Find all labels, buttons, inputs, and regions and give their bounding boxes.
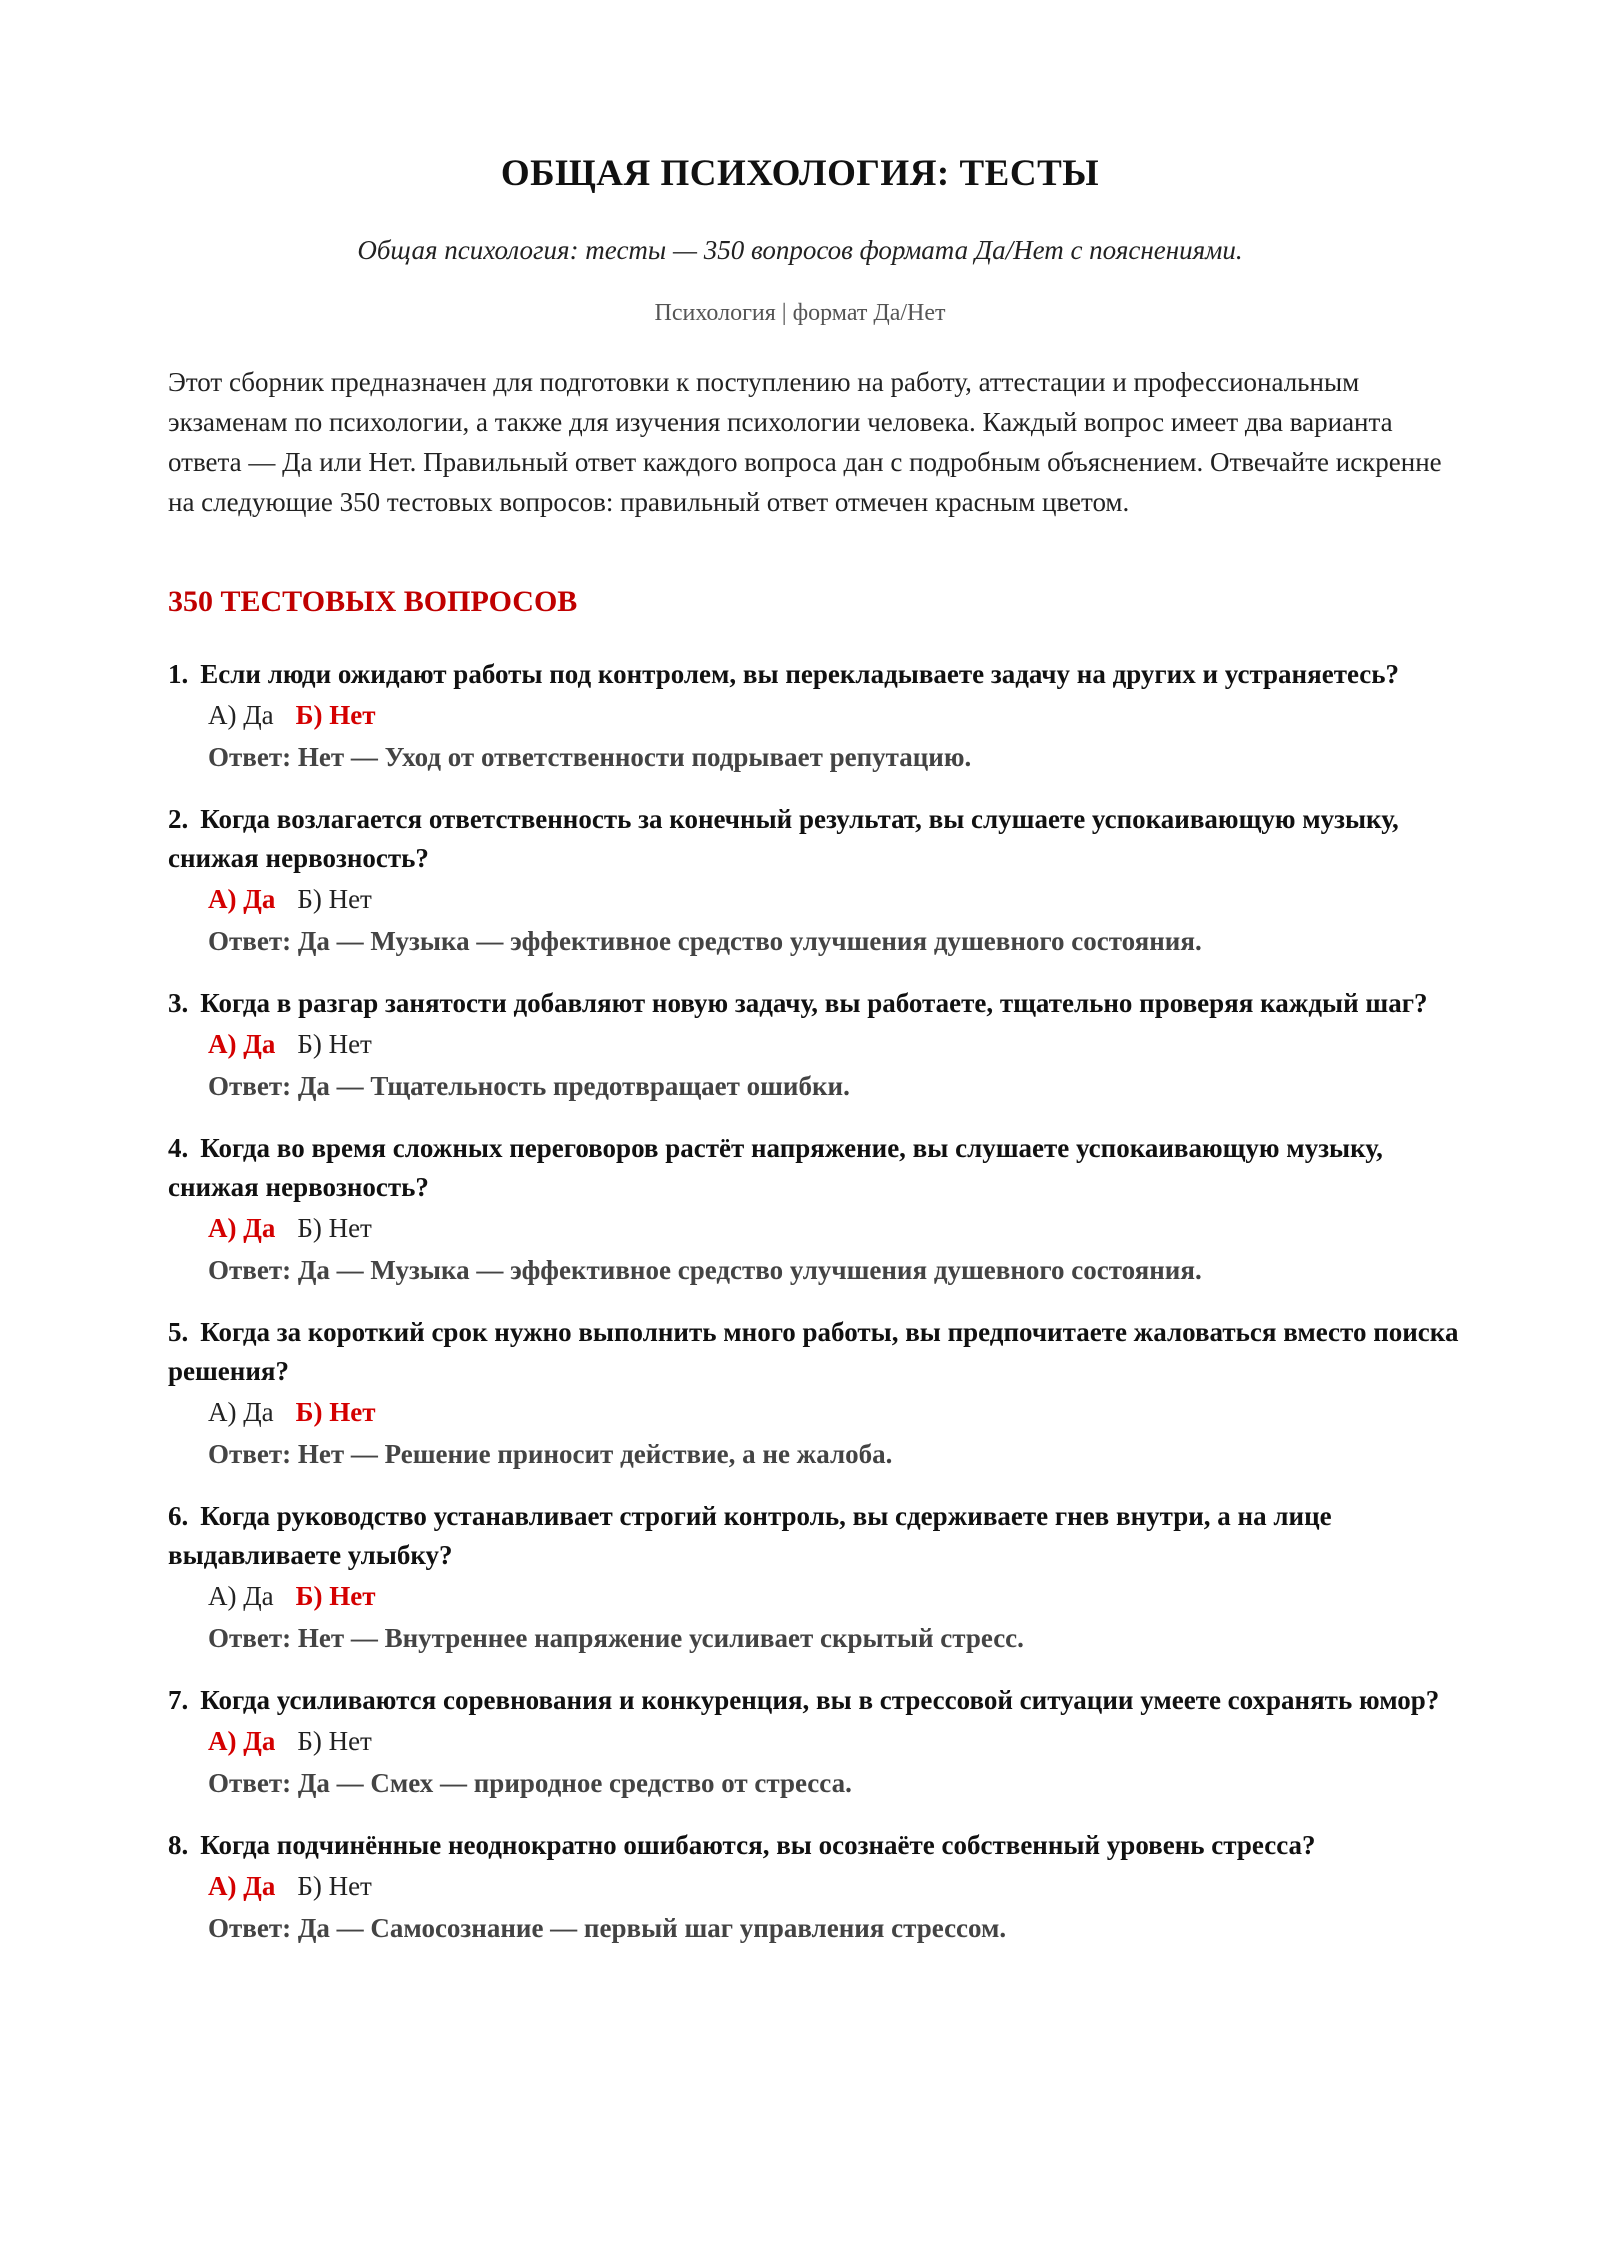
question-item [168, 1129, 1468, 1291]
answer-explanation: Ответ: Да — Музыка — эффективное средство улучшения душевного состояния. [208, 1255, 1202, 1285]
answer-explanation: Ответ: Да — Музыка — эффективное средство улучшения душевного состояния. [208, 926, 1202, 956]
option-b: Б) Нет [297, 1726, 372, 1756]
question-number: 1. [168, 659, 189, 689]
option-b: Б) Нет [297, 1871, 372, 1901]
question-number: 6. [168, 1501, 189, 1531]
question-list [168, 655, 1468, 1971]
option-b: Б) Нет [295, 700, 376, 730]
question-text [168, 984, 1468, 1023]
answer-explanation: Ответ: Нет — Уход от ответственности подрывает репутацию. [208, 742, 972, 772]
answer-explanation: Ответ: Нет — Решение приносит действие, а не жалоба. [208, 1439, 893, 1469]
option-a: А) Да [208, 1029, 276, 1059]
option-a: А) Да [208, 1871, 276, 1901]
answer-options [208, 1023, 1468, 1065]
question-number: 5. [168, 1317, 189, 1347]
option-b: Б) Нет [295, 1397, 376, 1427]
answer-options [208, 1720, 1468, 1762]
question-number: 7. [168, 1685, 189, 1715]
question-number: 4. [168, 1133, 189, 1163]
question-body: Когда возлагается ответственность за конечный результат, вы слушаете успокаивающую музыку, снижая нервозность? [168, 804, 1399, 873]
question-text [168, 1313, 1468, 1391]
question-text [168, 1826, 1468, 1865]
answer-options [208, 694, 1468, 736]
answer-explanation: Ответ: Нет — Внутреннее напряжение усиливает скрытый стресс. [208, 1623, 1024, 1653]
question-body: Когда во время сложных переговоров растёт напряжение, вы слушаете успокаивающую музыку, снижая нервозность? [168, 1133, 1383, 1202]
question-number: 2. [168, 804, 189, 834]
answer-options [208, 1865, 1468, 1907]
question-text [168, 1681, 1468, 1720]
category-line: Психология | формат Да/Нет [654, 300, 946, 326]
question-body: Когда подчинённые неоднократно ошибаются, вы осознаёте собственный уровень стресса? [200, 1830, 1316, 1860]
option-a: А) Да [208, 1726, 276, 1756]
answer-options [208, 878, 1468, 920]
option-b: Б) Нет [297, 1029, 372, 1059]
question-item [168, 1313, 1468, 1475]
question-item [168, 984, 1468, 1107]
page-title: ОБЩАЯ ПСИХОЛОГИЯ: ТЕСТЫ [500, 153, 1100, 194]
answer-options [208, 1575, 1468, 1617]
question-item [168, 655, 1468, 778]
page-subtitle: Общая психология: тесты — 350 вопросов формата Да/Нет с пояснениями. [357, 235, 1243, 265]
question-text [168, 1129, 1468, 1207]
question-body: Когда за короткий срок нужно выполнить много работы, вы предпочитаете жаловаться вместо поиска решения? [168, 1317, 1459, 1386]
option-a: А) Да [208, 1213, 276, 1243]
section-heading: 350 ТЕСТОВЫХ ВОПРОСОВ [168, 585, 578, 618]
question-item [168, 1681, 1468, 1804]
question-text [168, 1497, 1468, 1575]
answer-explanation: Ответ: Да — Самосознание — первый шаг управления стрессом. [208, 1913, 1007, 1943]
answer-explanation: Ответ: Да — Тщательность предотвращает ошибки. [208, 1071, 850, 1101]
question-number: 3. [168, 988, 189, 1018]
question-item [168, 800, 1468, 962]
question-body: Если люди ожидают работы под контролем, вы перекладываете задачу на других и устраняетесь? [200, 659, 1400, 689]
option-a: А) Да [208, 884, 276, 914]
question-number: 8. [168, 1830, 189, 1860]
option-a: А) Да [208, 1397, 274, 1427]
question-body: Когда усиливаются соревнования и конкуренция, вы в стрессовой ситуации умеете сохранять юмор? [200, 1685, 1440, 1715]
option-a: А) Да [208, 1581, 274, 1611]
question-body: Когда в разгар занятости добавляют новую задачу, вы работаете, тщательно проверяя каждый шаг? [200, 988, 1428, 1018]
question-item [168, 1826, 1468, 1949]
question-body: Когда руководство устанавливает строгий контроль, вы сдерживаете гнев внутри, а на лице выдавливаете улыбку? [168, 1501, 1332, 1570]
option-b: Б) Нет [295, 1581, 376, 1611]
intro-paragraph: Этот сборник предназначен для подготовки к поступлению на работу, аттестации и профессиональным экзаменам по психологии, а также для изучения психологии человека. Каждый вопрос имеет два варианта ответа — Да или Нет. Правильный ответ каждого вопроса дан с подробным объяснением. Отвечайте искренне на следующие 350 тестовых вопросов: правильный ответ отмечен красным цветом. [168, 367, 1442, 517]
answer-options [208, 1391, 1468, 1433]
question-text [168, 800, 1468, 878]
answer-explanation: Ответ: Да — Смех — природное средство от стресса. [208, 1768, 852, 1798]
option-b: Б) Нет [297, 884, 372, 914]
question-item [168, 1497, 1468, 1659]
option-b: Б) Нет [297, 1213, 372, 1243]
option-a: А) Да [208, 700, 274, 730]
question-text [168, 655, 1468, 694]
answer-options [208, 1207, 1468, 1249]
